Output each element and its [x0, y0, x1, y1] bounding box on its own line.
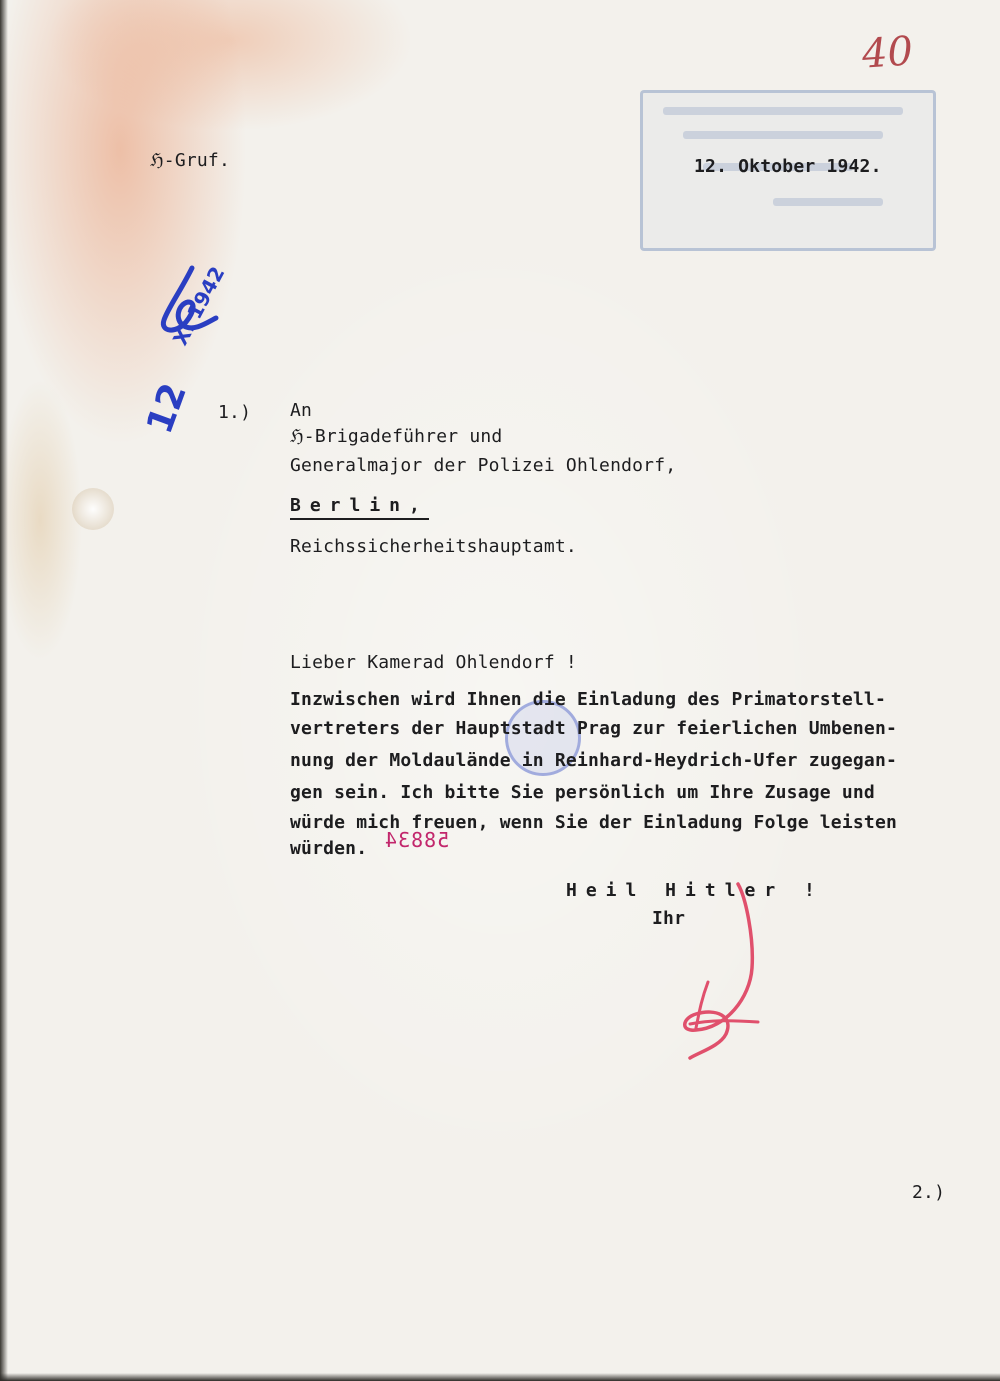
handwritten-page-number: 40 [860, 28, 915, 78]
closing-greeting: Heil Hitler ! [566, 880, 824, 901]
address-city: Berlin, [290, 495, 429, 520]
item-number-1: 1.) [218, 402, 252, 423]
letter-date: 12. Oktober 1942. [694, 156, 882, 177]
red-registry-number: 58834 [384, 828, 450, 852]
body-line-5: würde mich freuen, wenn Sie der Einladung Folge leisten [290, 812, 898, 833]
page-edge-shadow [0, 0, 8, 1381]
punch-hole [72, 488, 114, 530]
blue-date-stamp: X. 1942 [168, 262, 230, 350]
salutation: Lieber Kamerad Ohlendorf ! [290, 652, 577, 673]
red-signature [660, 878, 780, 1068]
address-office: Reichssicherheitshauptamt. [290, 536, 577, 557]
body-line-6: würden. [290, 838, 368, 859]
body-line-3: nung der Moldauländе in Reinhard-Heydrich-Ufer zugegan- [290, 750, 898, 771]
body-line-2: vertreters der Hauptstadt Prag zur feierlichen Umbenen- [290, 718, 898, 739]
stamp-text-line [773, 198, 883, 206]
body-line-4: gen sein. Ich bitte Sie persönlich um Ihre Zusage und [290, 782, 875, 803]
address-rank: ℌ-Brigadeführer und [290, 426, 503, 447]
address-name: Generalmajor der Polizei Ohlendorf, [290, 455, 677, 476]
stamp-text-line [683, 131, 883, 139]
sender-line: ℌ-Gruf. [150, 150, 231, 171]
item-number-2: 2.) [912, 1182, 946, 1203]
page-edge-shadow-bottom [0, 1373, 1000, 1381]
blue-number-annotation: 12 [139, 377, 195, 440]
closing-ihr: Ihr [652, 908, 686, 929]
stamp-text-line [663, 107, 903, 115]
address-line-an: An [290, 400, 313, 421]
body-line-1: Inzwischen wird Ihnen die Einladung des Primatorstell- [290, 689, 886, 710]
